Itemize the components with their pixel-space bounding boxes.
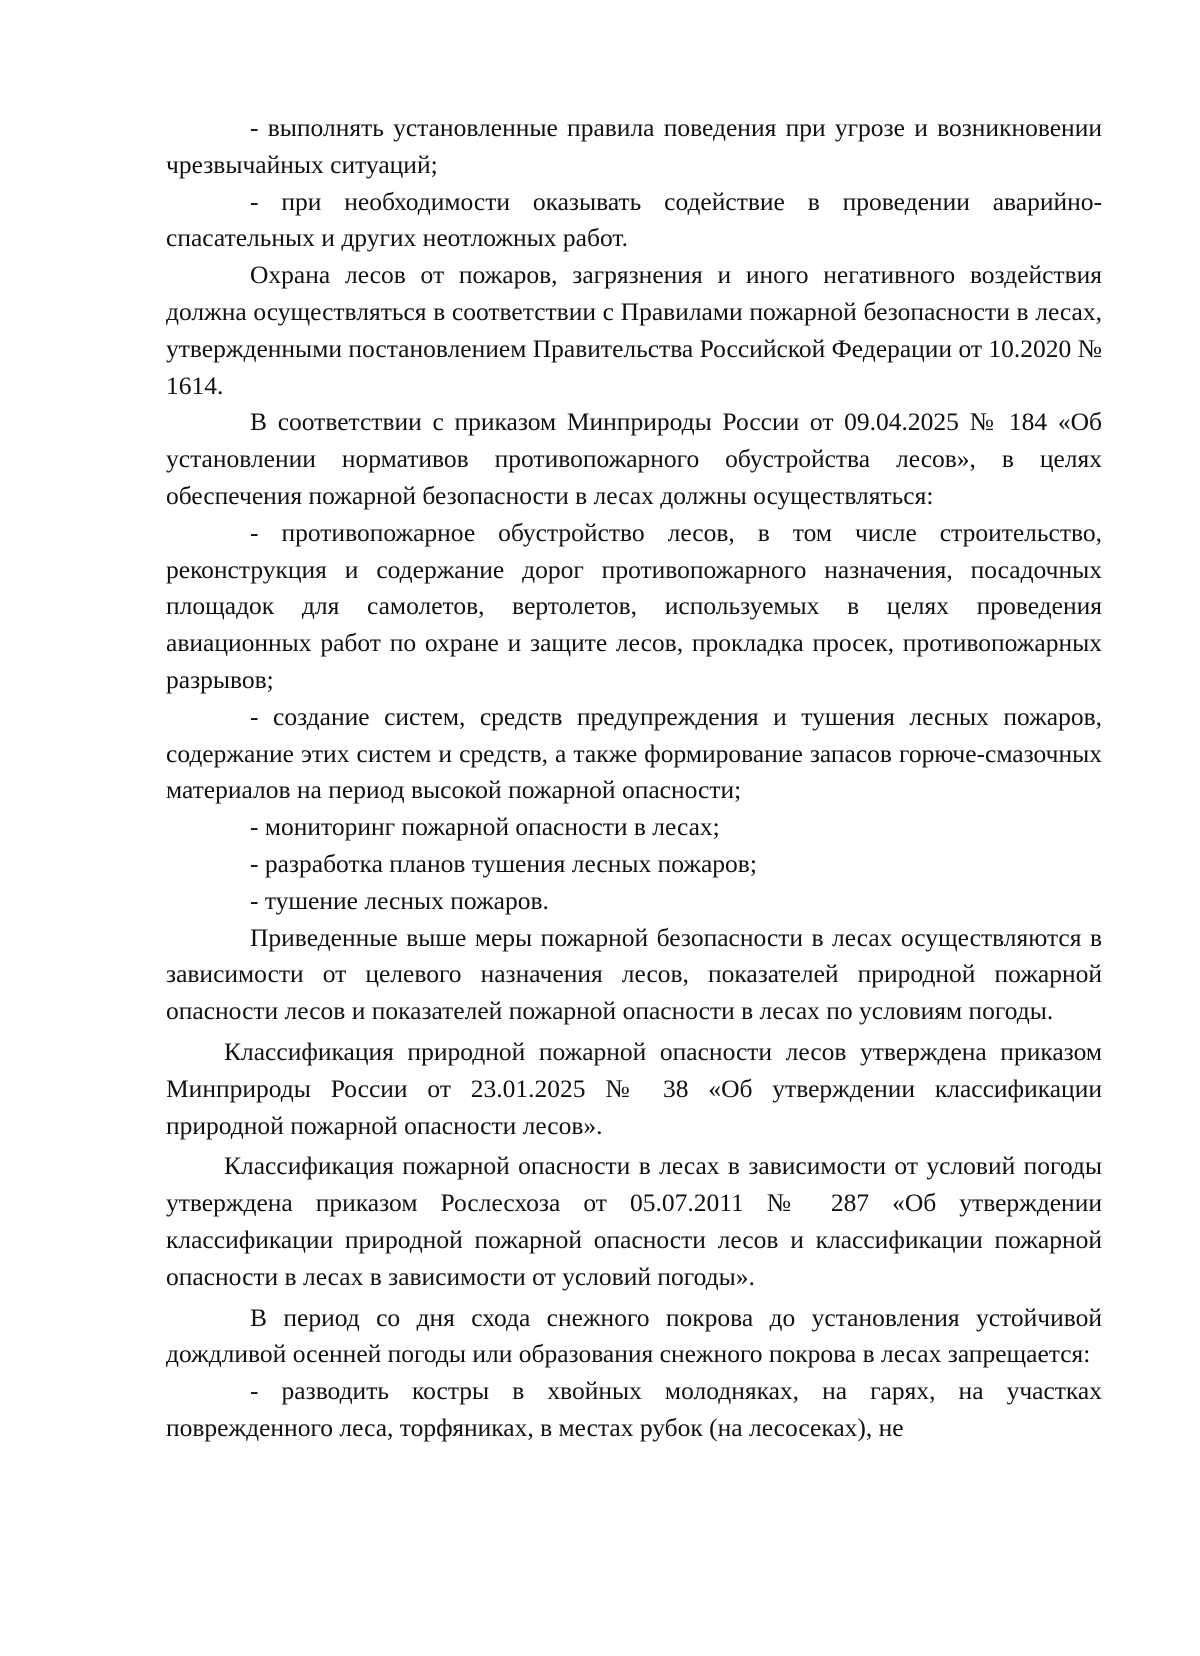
paragraph-10: Приведенные выше меры пожарной безопасности в лесах осуществляются в зависимости от целевого назначения лесов, показателей природной пожарной опасности лесов и показателей пожарной опасности в лесах по условиям погоды. xyxy=(166,922,1102,1026)
paragraph-14: - разводить костры в хвойных молодняках, на гарях, на участках поврежденного леса, торфяниках, в местах рубок (на лесосеках), не xyxy=(166,1376,1102,1442)
paragraph-2: - при необходимости оказывать содействие в проведении аварийно-спасательных и других неотложных работ. xyxy=(166,186,1102,253)
paragraph-1: - выполнять установленные правила поведения при угрозе и возникновении чрезвычайных ситуаций; xyxy=(166,113,1102,179)
paragraph-9: - тушение лесных пожаров. xyxy=(250,885,549,915)
paragraph-8: - разработка планов тушения лесных пожаров; xyxy=(250,848,757,878)
paragraph-5: - противопожарное обустройство лесов, в том числе строительство, реконструкция и содержание дорог противопожарного назначения, посадочных площадок для самолетов, вертолетов, используемых в целях проведения авиационных работ по охране и защите лесов, прокладка просек, противопожарных разрывов; xyxy=(166,517,1102,694)
paragraph-13: В период со дня схода снежного покрова до установления устойчивой дождливой осенней погоды или образования снежного покрова в лесах запрещается: xyxy=(166,1302,1102,1369)
paragraph-3: Охрана лесов от пожаров, загрязнения и иного негативного воздействия должна осуществляться в соответствии с Правилами пожарной безопасности в лесах, утвержденными постановлением Правительства Российской Федерации от 10.2020 № 1614. xyxy=(166,260,1102,400)
paragraph-6: - создание систем, средств предупреждения и тушения лесных пожаров, содержание этих систем и средств, а также формирование запасов горюче-смазочных материалов на период высокой пожарной опасности; xyxy=(166,701,1102,805)
paragraph-4: В соответствии с приказом Минприроды России от 09.04.2025 № 184 «Об установлении нормативов противопожарного обустройства лесов», в целях обеспечения пожарной безопасности в лесах должны осуществляться: xyxy=(166,407,1102,510)
paragraph-12: Классификация пожарной опасности в лесах в зависимости от условий погоды утверждена приказом Рослесхоза от 05.07.2011 № 287 «Об утверждении классификации природной пожарной опасности лесов и классификации пожарной опасности в лесах в зависимости от условий погоды». xyxy=(166,1151,1102,1291)
document-body xyxy=(166,110,1102,1447)
paragraph-7: - мониторинг пожарной опасности в лесах; xyxy=(250,812,720,842)
paragraph-11: Классификация природной пожарной опасности лесов утверждена приказом Минприроды России от 23.01.2025 № 38 «Об утверждении классификации природной пожарной опасности лесов». xyxy=(166,1036,1102,1140)
